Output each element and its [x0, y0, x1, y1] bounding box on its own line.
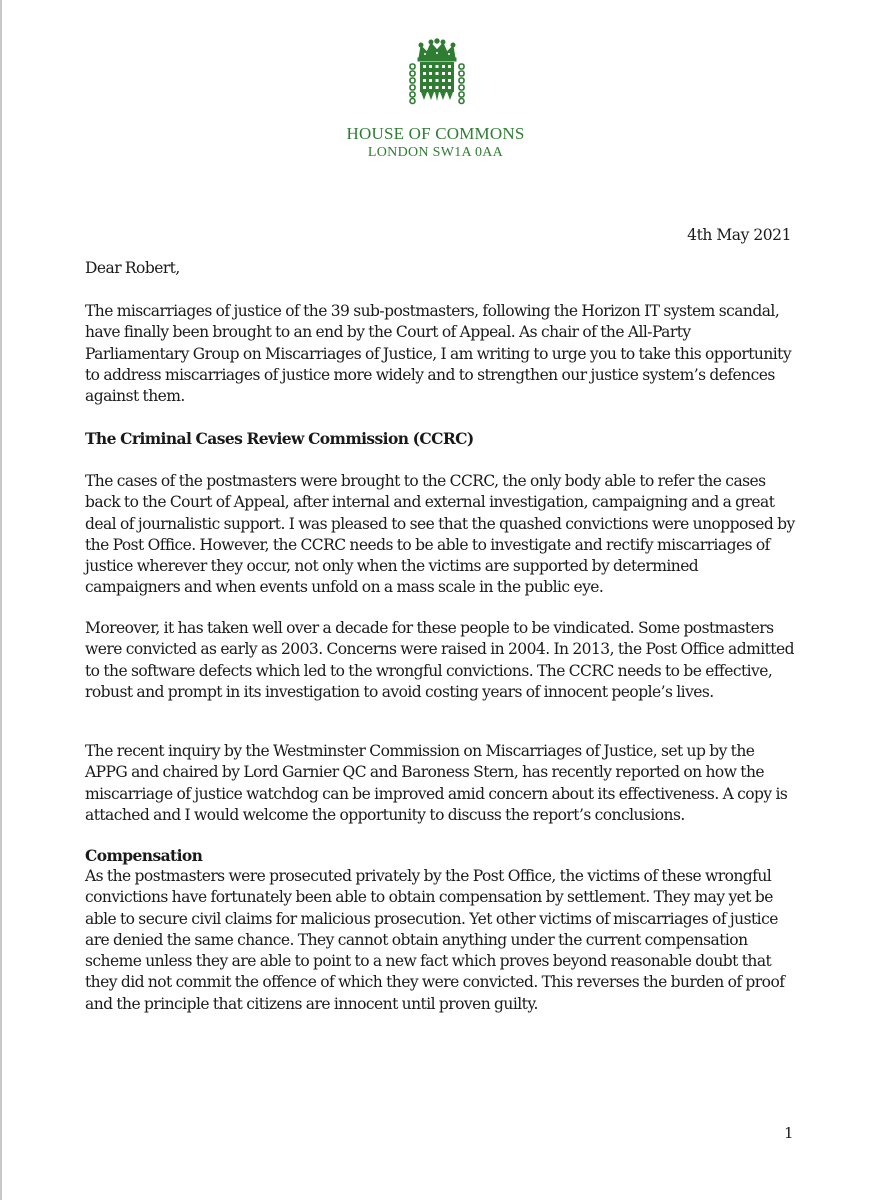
page-edge	[0, 0, 2, 1200]
paragraph-ccrc-3: The recent inquiry by the Westminster Commission on Miscarriages of Justice, set up by the APPG and chaired by Lord Garnier QC and Baroness Stern, has recently reported on how the miscarriage of justice watchdog can be improved amid concern about its effectiveness. A copy is attached and I would welcome the opportunity to discuss the report’s conclusions.	[85, 742, 788, 824]
intro-paragraph: The miscarriages of justice of the 39 sub-postmasters, following the Horizon IT system scandal, have finally been brought to an end by the Court of Appeal. As chair of the All-Party Parliamentary Group on Miscarriages of Justice, I am writing to urge you to take this opportunity to address miscarriages of justice more widely and to strengthen our justice system’s defences against them.	[85, 302, 792, 406]
page-number: 1	[784, 1124, 794, 1142]
letter-date: 4th May 2021	[687, 226, 791, 244]
portcullis-crest-icon	[405, 38, 469, 106]
paragraph-compensation-1: As the postmasters were prosecuted privately by the Post Office, the victims of these wrongful convictions have fortunately been able to obtain compensation by settlement. They may yet be able to secure civil claims for malicious prosecution. Yet other victims of miscarriages of justice are denied the same chance. They cannot obtain anything under the current compensation scheme unless they are able to point to a new fact which proves beyond reasonable doubt that they did not commit the offence of which they were convicted. This reverses the burden of proof and the principle that citizens are innocent until proven guilty.	[85, 867, 785, 1013]
paragraph-ccrc-2: Moreover, it has taken well over a decade for these people to be vindicated. Some postmasters were convicted as early as 2003. Concerns were raised in 2004. In 2013, the Post Office admitted to the software defects which led to the wrongful convictions. The CCRC needs to be effective, robust and prompt in its investigation to avoid costing years of innocent people’s lives.	[85, 619, 794, 701]
section-heading-ccrc: The Criminal Cases Review Commission (CCRC)	[85, 429, 474, 448]
paragraph-ccrc-1: The cases of the postmasters were brought to the CCRC, the only body able to refer the cases back to the Court of Appeal, after internal and external investigation, campaigning and a great deal of journalistic support. I was pleased to see that the quashed convictions were unopposed by the Post Office. However, the CCRC needs to be able to investigate and rectify miscarriages of justice wherever they occur, not only when the victims are supported by determined campaigners and when events unfold on a mass scale in the public eye.	[85, 472, 795, 597]
section-heading-compensation: Compensation	[85, 846, 203, 865]
salutation: Dear Robert,	[85, 259, 180, 277]
organization-address: LONDON SW1A 0AA	[367, 145, 504, 160]
organization-name: HOUSE OF COMMONS	[346, 124, 525, 143]
